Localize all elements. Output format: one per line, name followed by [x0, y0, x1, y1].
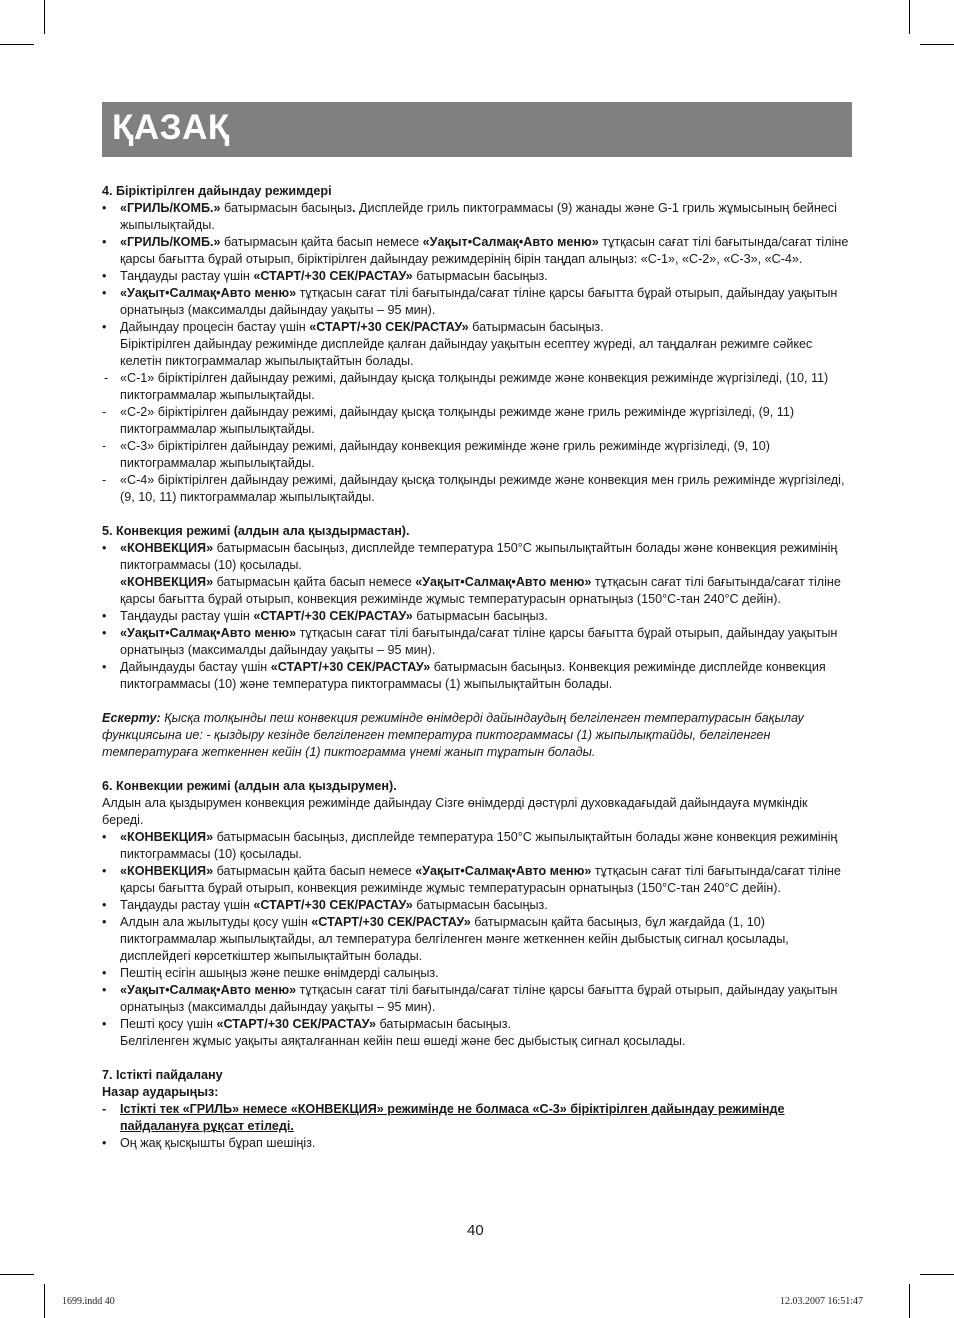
list-item: • Дайындауды бастау үшін «СТАРТ/+30 СЕК/РАСТАУ» батырмасын басыңыз. Конвекция режимінде дисплейде конвекция пиктограммасы (10) және температура пиктограммасы (1) жыпылықтайтын болады.	[102, 660, 826, 691]
section-4-title: 4. Біріктірілген дайындау режимдері	[102, 184, 332, 198]
list-item: • Таңдауды растау үшін «СТАРТ/+30 СЕК/РАСТАУ» батырмасын басыңыз.	[102, 269, 548, 283]
list-item: - «С-1» біріктірілген дайындау режимі, дайындау қысқа толқынды режимде және конвекция режимінде жүргізіледі, (10, 11) пиктограммалар жыпылықтайды.	[104, 371, 829, 402]
list-item: • «Уақыт•Салмақ•Авто меню» тұтқасын сағат тілі бағытында/сағат тіліне қарсы бағытта бұрай отырып, дайындау уақытын орнатыңыз (максималды дайындау уақыты – 95 мин).	[102, 286, 838, 317]
crop-mark	[0, 44, 34, 45]
list-item: • «КОНВЕКЦИЯ» батырмасын басыңыз, дисплейде температура 150°С жыпылықтайтын болады және конвекция режимінің пиктограммасы (10) қосылады.	[102, 541, 838, 572]
paragraph: Белгіленген жұмыс уақыты аяқталғаннан кейін пеш өшеді және бес дыбыстық сигнал қосылады.	[120, 1034, 686, 1048]
crop-mark	[0, 1274, 34, 1275]
section-5-title: 5. Конвекция режимі (алдын ала қыздырмастан).	[102, 524, 410, 538]
crop-mark	[920, 44, 954, 45]
manual-content	[102, 183, 852, 1152]
warning-item: - Істікті тек «ГРИЛЬ» немесе «КОНВЕКЦИЯ» режимінде не болмаса «С-3» біріктірілген дайындау режимінде пайдалануға рұқсат етіледі.	[102, 1102, 785, 1133]
paragraph: «КОНВЕКЦИЯ» батырмасын қайта басып немесе «Уақыт•Салмақ•Авто меню» тұтқасын сағат тілі бағытында/сағат тіліне қарсы бағытта бұрай отырып, конвекция режимінде жұмыс температурасын орнатыңыз (150°С-тан 240°С дейін).	[120, 575, 841, 606]
section-7-title: 7. Істікті пайдалану	[102, 1068, 223, 1082]
list-item: - «С-4» біріктірілген дайындау режимі, дайындау қысқа толқынды режимде және конвекция мен гриль режимінде жүргізіледі, (9, 10, 11) пиктограммалар жыпылықтайды.	[102, 473, 845, 504]
list-item: • Таңдауды растау үшін «СТАРТ/+30 СЕК/РАСТАУ» батырмасын басыңыз.	[102, 609, 548, 623]
list-item: • Дайындау процесін бастау үшін «СТАРТ/+30 СЕК/РАСТАУ» батырмасын басыңыз.	[102, 320, 604, 334]
crop-mark	[909, 1284, 910, 1318]
page-number: 40	[467, 1222, 484, 1239]
crop-mark	[909, 0, 910, 34]
list-item: • Таңдауды растау үшін «СТАРТ/+30 СЕК/РАСТАУ» батырмасын басыңыз.	[102, 898, 548, 912]
crop-mark	[920, 1274, 954, 1275]
section-6-title: 6. Конвекции режимі (алдын ала қыздырумен).	[102, 779, 397, 793]
list-item: - «С-3» біріктірілген дайындау режимі, дайындау конвекция режимінде және гриль режимінде жүргізіледі, (9, 10) пиктограммалар жыпылықтайды.	[102, 439, 770, 470]
crop-mark	[44, 1284, 45, 1318]
list-item: • «Уақыт•Салмақ•Авто меню» тұтқасын сағат тілі бағытында/сағат тіліне қарсы бағытта бұрай отырып, дайындау уақытын орнатыңыз (максималды дайындау уақыты – 95 мин).	[102, 626, 838, 657]
list-item: • «ГРИЛЬ/КОМБ.» батырмасын басыңыз. Дисплейде гриль пиктограммасы (9) жанады және G-1 гриль жұмысының бейнесі жыпылықтайды.	[102, 201, 837, 232]
note-paragraph: Ескерту: Қысқа толқынды пеш конвекция режимінде өнімдерді дайындаудың белгіленген температурасын бақылау функциясына ие: - қыздыру кезінде белгіленген температура пиктограммасы (1) жыпылықтайды, белгіленген температураға жеткеннен кейін (1) пиктограмма үнемі жанып тұратын болады.	[102, 711, 804, 759]
list-item: • «КОНВЕКЦИЯ» батырмасын басыңыз, дисплейде температура 150°С жыпылықтайтын болады және конвекция режимінің пиктограммасы (10) қосылады.	[102, 830, 838, 861]
print-date: 12.03.2007 16:51:47	[780, 1296, 864, 1307]
attention-label: Назар аударыңыз:	[102, 1085, 219, 1099]
list-item: • Алдын ала жылытуды қосу үшін «СТАРТ/+30 СЕК/РАСТАУ» батырмасын қайта басыңыз, бұл жағдайда (1, 10) пиктограммалар жыпылықтайды, ал температура белгіленген мәнге жеткеннен кейін дыбыстық сигнал қосылады, дисплейдегі көрсеткіштер жыпылықтайтын болады.	[102, 915, 789, 963]
crop-mark	[44, 0, 45, 34]
paragraph: Біріктірілген дайындау режимінде дисплейде қалған дайындау уақытын есептеу жүреді, ал таңдалған режимге сәйкес келетін пиктограммалар жыпылықтайтын болады.	[120, 337, 813, 368]
list-item: • Пешті қосу үшін «СТАРТ/+30 СЕК/РАСТАУ» батырмасын басыңыз.	[102, 1017, 511, 1031]
page-title: ҚАЗАҚ	[112, 108, 230, 147]
list-item: • «КОНВЕКЦИЯ» батырмасын қайта басып немесе «Уақыт•Салмақ•Авто меню» тұтқасын сағат тілі бағытында/сағат тіліне қарсы бағытта бұрай отырып, конвекция режимінде жұмыс температурасын орнатыңыз (150°С-тан 240°С дейін).	[102, 864, 841, 895]
file-info: 1699.indd 40	[62, 1296, 115, 1307]
list-item: - «С-2» біріктірілген дайындау режимі, дайындау қысқа толқынды режимде және гриль режимінде жүргізіледі, (9, 11) пиктограммалар жыпылықтайды.	[102, 405, 795, 436]
list-item: • «Уақыт•Салмақ•Авто меню» тұтқасын сағат тілі бағытында/сағат тіліне қарсы бағытта бұрай отырып, дайындау уақытын орнатыңыз (максималды дайындау уақыты – 95 мин).	[102, 983, 838, 1014]
language-banner	[102, 102, 852, 157]
list-item: • Оң жақ қысқышты бұрап шешіңіз.	[102, 1136, 316, 1150]
list-item: • «ГРИЛЬ/КОМБ.» батырмасын қайта басып немесе «Уақыт•Салмақ•Авто меню» тұтқасын сағат тілі бағытында/сағат тіліне қарсы бағытта бұрай отырып, біріктірілген дайындау режимдерінің бірін таңдап алыңыз: «С-1», «С-2», «С-3», «С-4».	[102, 235, 849, 266]
paragraph: Алдын ала қыздырумен конвекция режимінде дайындау Сізге өнімдерді дәстүрлі духовкадағыдай дайындауға мүмкіндік береді.	[102, 796, 808, 827]
list-item: • Пештің есігін ашыңыз және пешке өнімдерді салыңыз.	[102, 966, 439, 980]
